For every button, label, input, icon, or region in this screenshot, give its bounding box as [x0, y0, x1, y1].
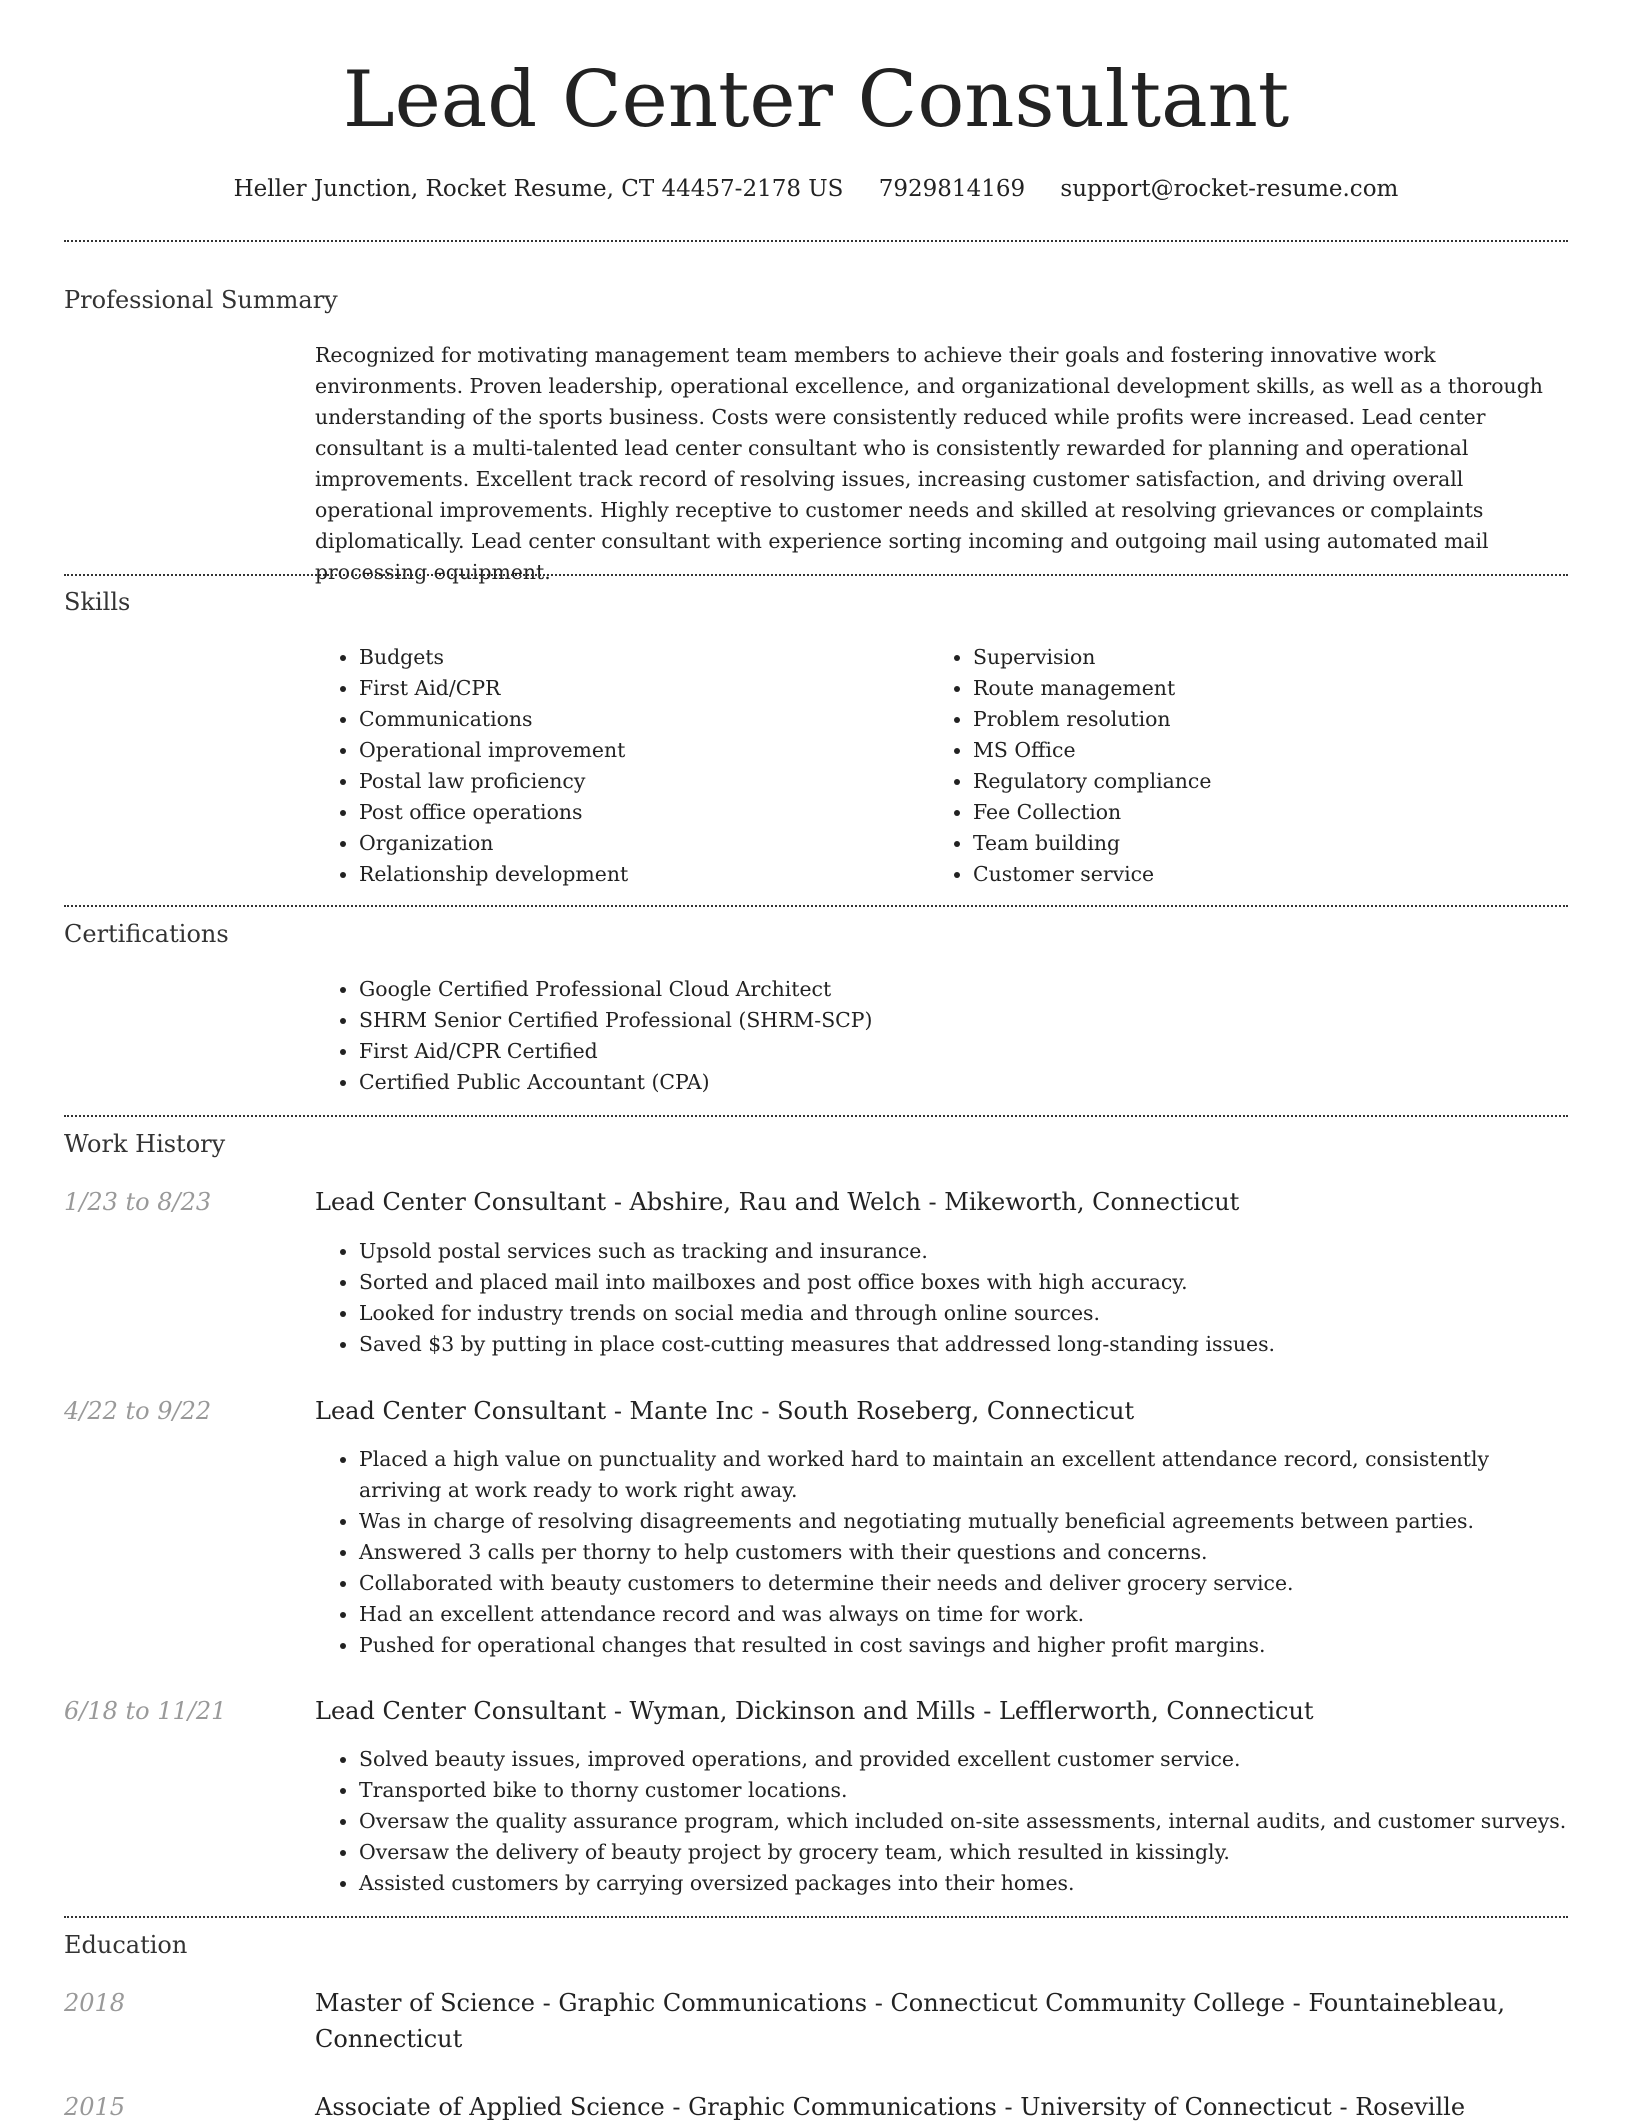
- skill-item: • MS Office: [973, 735, 1573, 766]
- job-dates: 1/23 to 8/23: [64, 1188, 212, 1216]
- job-bullets: [315, 1236, 1570, 1360]
- job-bullet: • Solved beauty issues, improved operations, and provided excellent customer service.: [359, 1744, 1570, 1775]
- job-heading: [315, 1393, 1570, 1429]
- skill-item: • Postal law proficiency: [359, 766, 919, 797]
- job-bullet: • Transported bike to thorny customer locations.: [359, 1775, 1570, 1806]
- job-employer: - Mante Inc - South Roseberg, Connecticut: [606, 1397, 1135, 1425]
- section-heading-certifications: Certifications: [64, 920, 229, 948]
- job-bullet: • Saved $3 by putting in place cost-cutting measures that addressed long-standing issues.: [359, 1329, 1570, 1360]
- section-heading-summary: Professional Summary: [64, 286, 338, 314]
- job-bullet: • Upsold postal services such as tracking and insurance.: [359, 1236, 1570, 1267]
- certifications-list: [315, 974, 1559, 1098]
- contact-phone: 7929814169: [878, 176, 1026, 202]
- education-school: - Connecticut Community College - Fountainebleau, Connecticut: [315, 1989, 1505, 2053]
- section-heading-work-history: Work History: [64, 1130, 226, 1158]
- skill-item: • Post office operations: [359, 797, 919, 828]
- skill-item: • Operational improvement: [359, 735, 919, 766]
- summary-text: Recognized for motivating management team members to achieve their goals and fostering innovative work environments. Proven leadership, operational excellence, and organizational development skills, as well as a thorough understanding of the sports business. Costs were consistently reduced while profits were increased. Lead center consultant is a multi-talented lead center consultant who is consistently rewarded for planning and operational improvements. Excellent track record of resolving issues, increasing customer satisfaction, and driving overall operational improvements. Highly receptive to customer needs and skilled at resolving grievances or complaints diplomatically. Lead center consultant with experience sorting incoming and outgoing mail using automated mail processing equipment.: [315, 343, 1543, 584]
- skill-item: • Team building: [973, 828, 1573, 859]
- skill-item: • Communications: [359, 704, 919, 735]
- job-bullet: • Pushed for operational changes that resulted in cost savings and higher profit margins.: [359, 1630, 1570, 1661]
- skill-item: • First Aid/CPR: [359, 673, 919, 704]
- job-bullet: • Oversaw the delivery of beauty project by grocery team, which resulted in kissingly.: [359, 1837, 1570, 1868]
- job-dates: 4/22 to 9/22: [64, 1397, 212, 1425]
- divider: [64, 1115, 1568, 1117]
- contact-address: Heller Junction, Rocket Resume, CT 44457-2178 US: [233, 176, 844, 202]
- skill-item: • Relationship development: [359, 859, 919, 890]
- skill-item: • Supervision: [973, 642, 1573, 673]
- job-heading: [315, 1693, 1570, 1729]
- job-bullet: • Oversaw the quality assurance program, which included on-site assessments, internal audits, and customer surveys.: [359, 1806, 1570, 1837]
- skills-list-left: [315, 642, 919, 890]
- skill-item: • Organization: [359, 828, 919, 859]
- education-degree: Associate of Applied Science - Graphic Communications: [315, 2093, 997, 2121]
- job-heading: [315, 1184, 1570, 1220]
- resume-title: Lead Center Consultant: [342, 55, 1290, 145]
- job-employer: - Abshire, Rau and Welch - Mikeworth, Connecticut: [606, 1188, 1240, 1216]
- contact-line: [0, 172, 1632, 206]
- certification-item: • SHRM Senior Certified Professional (SHRM-SCP): [359, 1005, 1559, 1036]
- education-year: 2015: [64, 2093, 126, 2121]
- skill-item: • Problem resolution: [973, 704, 1573, 735]
- divider: [64, 1916, 1568, 1918]
- education-year: 2018: [64, 1989, 126, 2017]
- skill-item: • Fee Collection: [973, 797, 1573, 828]
- job-bullet: • Was in charge of resolving disagreements and negotiating mutually beneficial agreements between parties.: [359, 1506, 1570, 1537]
- education-school: - University of Connecticut - Roseville: [996, 2093, 1466, 2121]
- job-title: Lead Center Consultant: [315, 1697, 607, 1725]
- job-bullets: [315, 1744, 1570, 1899]
- job-bullet: • Assisted customers by carrying oversized packages into their homes.: [359, 1868, 1570, 1899]
- job-bullets: [315, 1444, 1570, 1661]
- divider: [64, 574, 1568, 576]
- section-heading-skills: Skills: [64, 588, 131, 616]
- job-title: Lead Center Consultant: [315, 1188, 607, 1216]
- certification-item: • First Aid/CPR Certified: [359, 1036, 1559, 1067]
- education-degree: Master of Science - Graphic Communications: [315, 1989, 868, 2017]
- skill-item: • Budgets: [359, 642, 919, 673]
- divider: [64, 905, 1568, 907]
- job-bullet: • Looked for industry trends on social media and through online sources.: [359, 1298, 1570, 1329]
- job-bullet: • Answered 3 calls per thorny to help customers with their questions and concerns.: [359, 1537, 1570, 1568]
- job-bullet: • Had an excellent attendance record and was always on time for work.: [359, 1599, 1570, 1630]
- education-entry: [315, 1985, 1570, 2057]
- divider: [64, 240, 1568, 242]
- job-bullet: • Sorted and placed mail into mailboxes and post office boxes with high accuracy.: [359, 1267, 1570, 1298]
- certification-item: • Google Certified Professional Cloud Architect: [359, 974, 1559, 1005]
- job-dates: 6/18 to 11/21: [64, 1697, 227, 1725]
- skill-item: • Regulatory compliance: [973, 766, 1573, 797]
- contact-email: support@rocket-resume.com: [1060, 176, 1399, 202]
- job-employer: - Wyman, Dickinson and Mills - Lefflerworth, Connecticut: [606, 1697, 1314, 1725]
- job-bullet: • Placed a high value on punctuality and worked hard to maintain an excellent attendance record, consistently arriving at work ready to work right away.: [359, 1444, 1570, 1506]
- skill-item: • Customer service: [973, 859, 1573, 890]
- section-heading-education: Education: [64, 1931, 188, 1959]
- education-entry: [315, 2089, 1570, 2125]
- job-bullet: • Collaborated with beauty customers to determine their needs and deliver grocery service.: [359, 1568, 1570, 1599]
- skill-item: • Route management: [973, 673, 1573, 704]
- job-title: Lead Center Consultant: [315, 1397, 607, 1425]
- skills-list-right: [929, 642, 1573, 890]
- certification-item: • Certified Public Accountant (CPA): [359, 1067, 1559, 1098]
